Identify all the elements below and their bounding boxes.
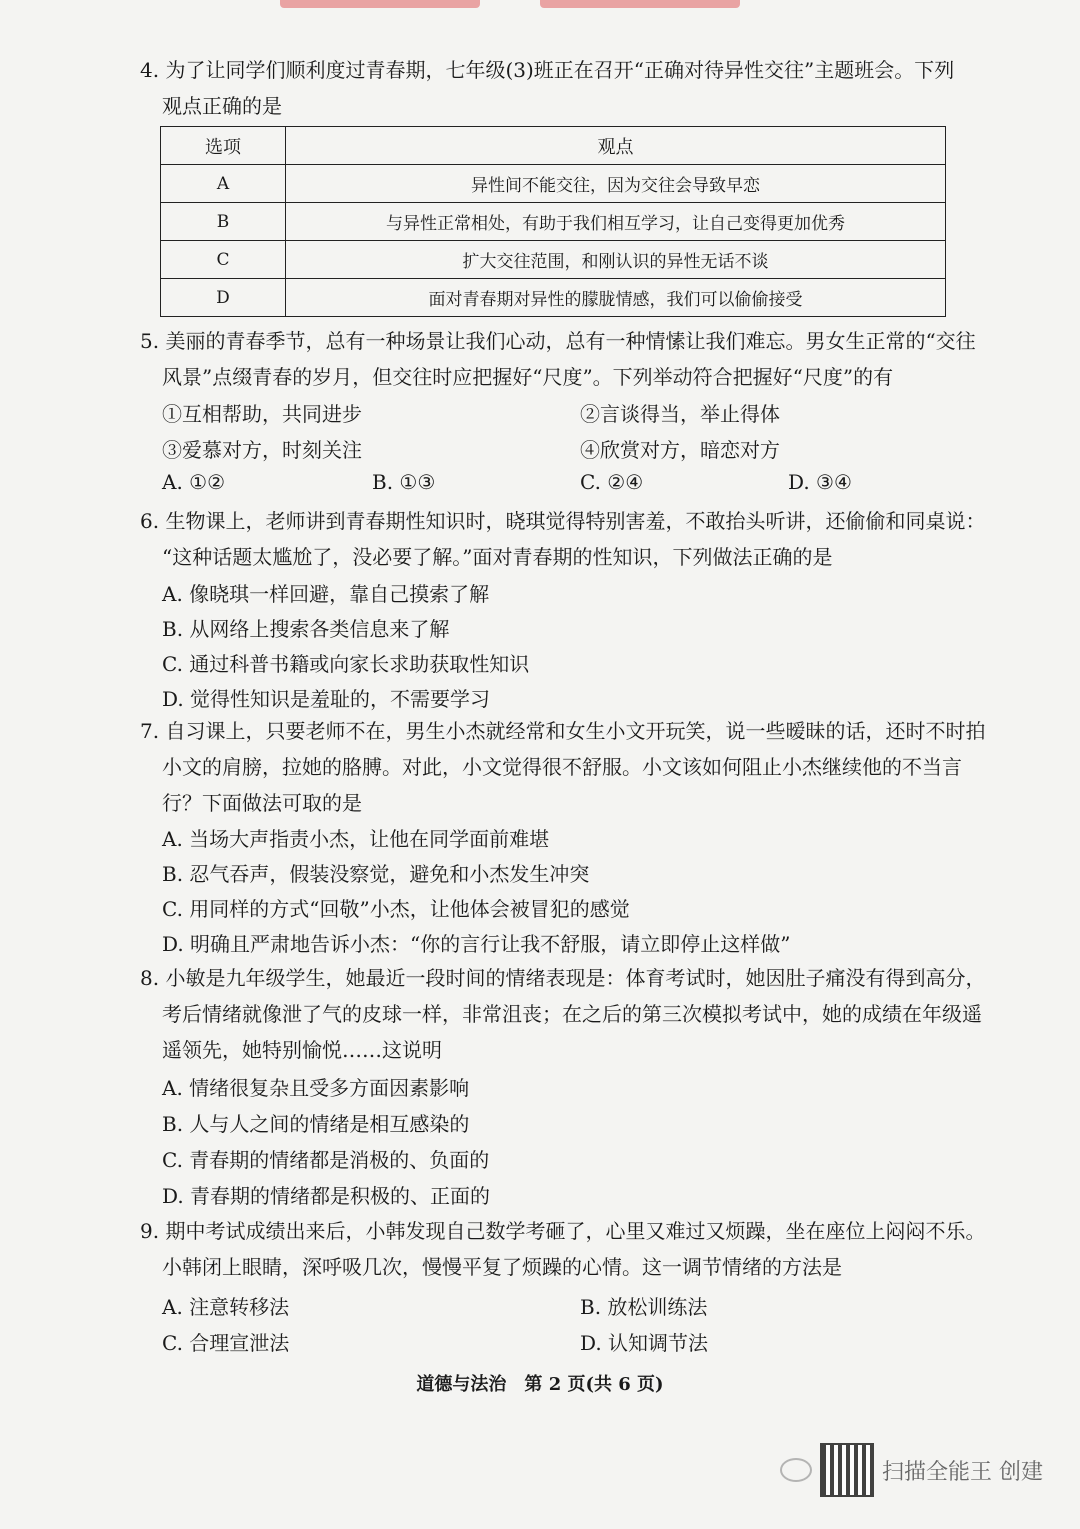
page-footer: 道德与法治 第 2 页(共 6 页) xyxy=(416,1374,664,1395)
wechat-logo-icon xyxy=(780,1458,812,1482)
answer-option: D. 认知调节法 xyxy=(580,1331,709,1355)
question-9-line: 小韩闭上眼睛，深呼吸几次，慢慢平复了烦躁的心情。这一调节情绪的方法是 xyxy=(162,1255,842,1279)
statement-item: ①互相帮助，共同进步 xyxy=(162,402,362,426)
table-cell-text: 与异性正常相处，有助于我们相互学习，让自己变得更加优秀 xyxy=(286,203,946,241)
answer-option: A. 当场大声指责小杰，让他在同学面前难堪 xyxy=(162,827,550,851)
answer-option: C. 用同样的方式“回敬”小杰，让他体会被冒犯的感觉 xyxy=(162,897,630,921)
answer-option: B. 从网络上搜索各类信息来了解 xyxy=(162,617,450,641)
question-7-line: 行？下面做法可取的是 xyxy=(162,791,362,815)
question-7-line: 7. 自习课上，只要老师不在，男生小杰就经常和女生小文开玩笑，说一些暧昧的话，还时不时拍 xyxy=(140,719,986,743)
question-8-line: 8. 小敏是九年级学生，她最近一段时间的情绪表现是：体育考试时，她因肚子痛没有得到高分， xyxy=(140,966,986,990)
question-8 xyxy=(140,960,985,1068)
table-cell-text: 面对青春期对异性的朦胧情感，我们可以偷偷接受 xyxy=(286,279,946,317)
question-8-line: 考后情绪就像泄了气的皮球一样，非常沮丧；在之后的第三次模拟考试中，她的成绩在年级遥 xyxy=(162,1002,982,1026)
question-5-line: 风景”点缀青春的岁月，但交往时应把握好“尺度”。下列举动符合把握好“尺度”的有 xyxy=(162,365,894,389)
answer-option: A. 像晓琪一样回避，靠自己摸索了解 xyxy=(162,582,490,606)
question-6 xyxy=(140,503,985,575)
question-8-line: 遥领先，她特别愉悦……这说明 xyxy=(162,1038,442,1062)
table-row xyxy=(161,241,946,279)
question-6-line: 6. 生物课上，老师讲到青春期性知识时，晓琪觉得特别害羞，不敢抬头听讲，还偷偷和同桌说： xyxy=(140,509,986,533)
answer-option: C. 通过科普书籍或向家长求助获取性知识 xyxy=(162,652,530,676)
answer-option: C. ②④ xyxy=(580,470,644,494)
question-7 xyxy=(140,713,985,821)
question-6-line: “这种话题太尴尬了，没必要了解。”面对青春期的性知识，下列做法正确的是 xyxy=(162,545,833,569)
question-4-line: 观点正确的是 xyxy=(162,94,282,118)
statement-item: ②言谈得当，举止得体 xyxy=(580,402,780,426)
table-header: 选项 xyxy=(161,127,286,165)
answer-option: A. 情绪很复杂且受多方面因素影响 xyxy=(162,1076,470,1100)
answer-option: D. 青春期的情绪都是积极的、正面的 xyxy=(162,1184,491,1208)
table-row xyxy=(161,279,946,317)
question-4 xyxy=(140,52,954,124)
top-scan-mark xyxy=(540,0,740,8)
answer-option: A. ①② xyxy=(162,470,226,494)
table-cell-label: B xyxy=(161,203,286,241)
question-7-line: 小文的肩膀，拉她的胳膊。对此，小文觉得很不舒服。小文该如何阻止小杰继续他的不当言 xyxy=(162,755,962,779)
answer-option: B. 忍气吞声，假装没察觉，避免和小杰发生冲突 xyxy=(162,862,590,886)
table-row xyxy=(161,203,946,241)
statement-item: ③爱慕对方，时刻关注 xyxy=(162,438,362,462)
answer-option: A. 注意转移法 xyxy=(162,1295,290,1319)
table-cell-label: C xyxy=(161,241,286,279)
question-5 xyxy=(140,323,976,395)
answer-option: C. 合理宣泄法 xyxy=(162,1331,290,1355)
answer-option: C. 青春期的情绪都是消极的、负面的 xyxy=(162,1148,490,1172)
answer-option: D. 觉得性知识是羞耻的，不需要学习 xyxy=(162,687,491,711)
table-header: 观点 xyxy=(286,127,946,165)
answer-option: D. ③④ xyxy=(788,470,852,494)
answer-option: B. ①③ xyxy=(372,470,436,494)
table-cell-text: 异性间不能交往，因为交往会导致早恋 xyxy=(286,165,946,203)
scanner-watermark xyxy=(780,1440,1043,1500)
table-row xyxy=(161,165,946,203)
question-9-line: 9. 期中考试成绩出来后，小韩发现自己数学考砸了，心里又难过又烦躁，坐在座位上闷闷不乐。 xyxy=(140,1219,986,1243)
watermark-text: 扫描全能王 创建 xyxy=(882,1459,1043,1485)
answer-option: B. 人与人之间的情绪是相互感染的 xyxy=(162,1112,470,1136)
table-cell-label: D xyxy=(161,279,286,317)
question-5-line: 5. 美丽的青春季节，总有一种场景让我们心动，总有一种情愫让我们难忘。男女生正常的“交往 xyxy=(140,329,976,353)
top-scan-mark xyxy=(280,0,480,8)
statement-item: ④欣赏对方，暗恋对方 xyxy=(580,438,780,462)
qr-code-icon xyxy=(822,1445,872,1495)
question-4-table xyxy=(160,126,946,317)
answer-option: D. 明确且严肃地告诉小杰：“你的言行让我不舒服，请立即停止这样做” xyxy=(162,932,791,956)
table-cell-text: 扩大交往范围，和刚认识的异性无话不谈 xyxy=(286,241,946,279)
question-4-line: 4. 为了让同学们顺利度过青春期，七年级(3)班正在召开“正确对待异性交往”主题班会。下列 xyxy=(140,58,955,82)
question-9 xyxy=(140,1213,985,1285)
table-cell-label: A xyxy=(161,165,286,203)
answer-option: B. 放松训练法 xyxy=(580,1295,708,1319)
